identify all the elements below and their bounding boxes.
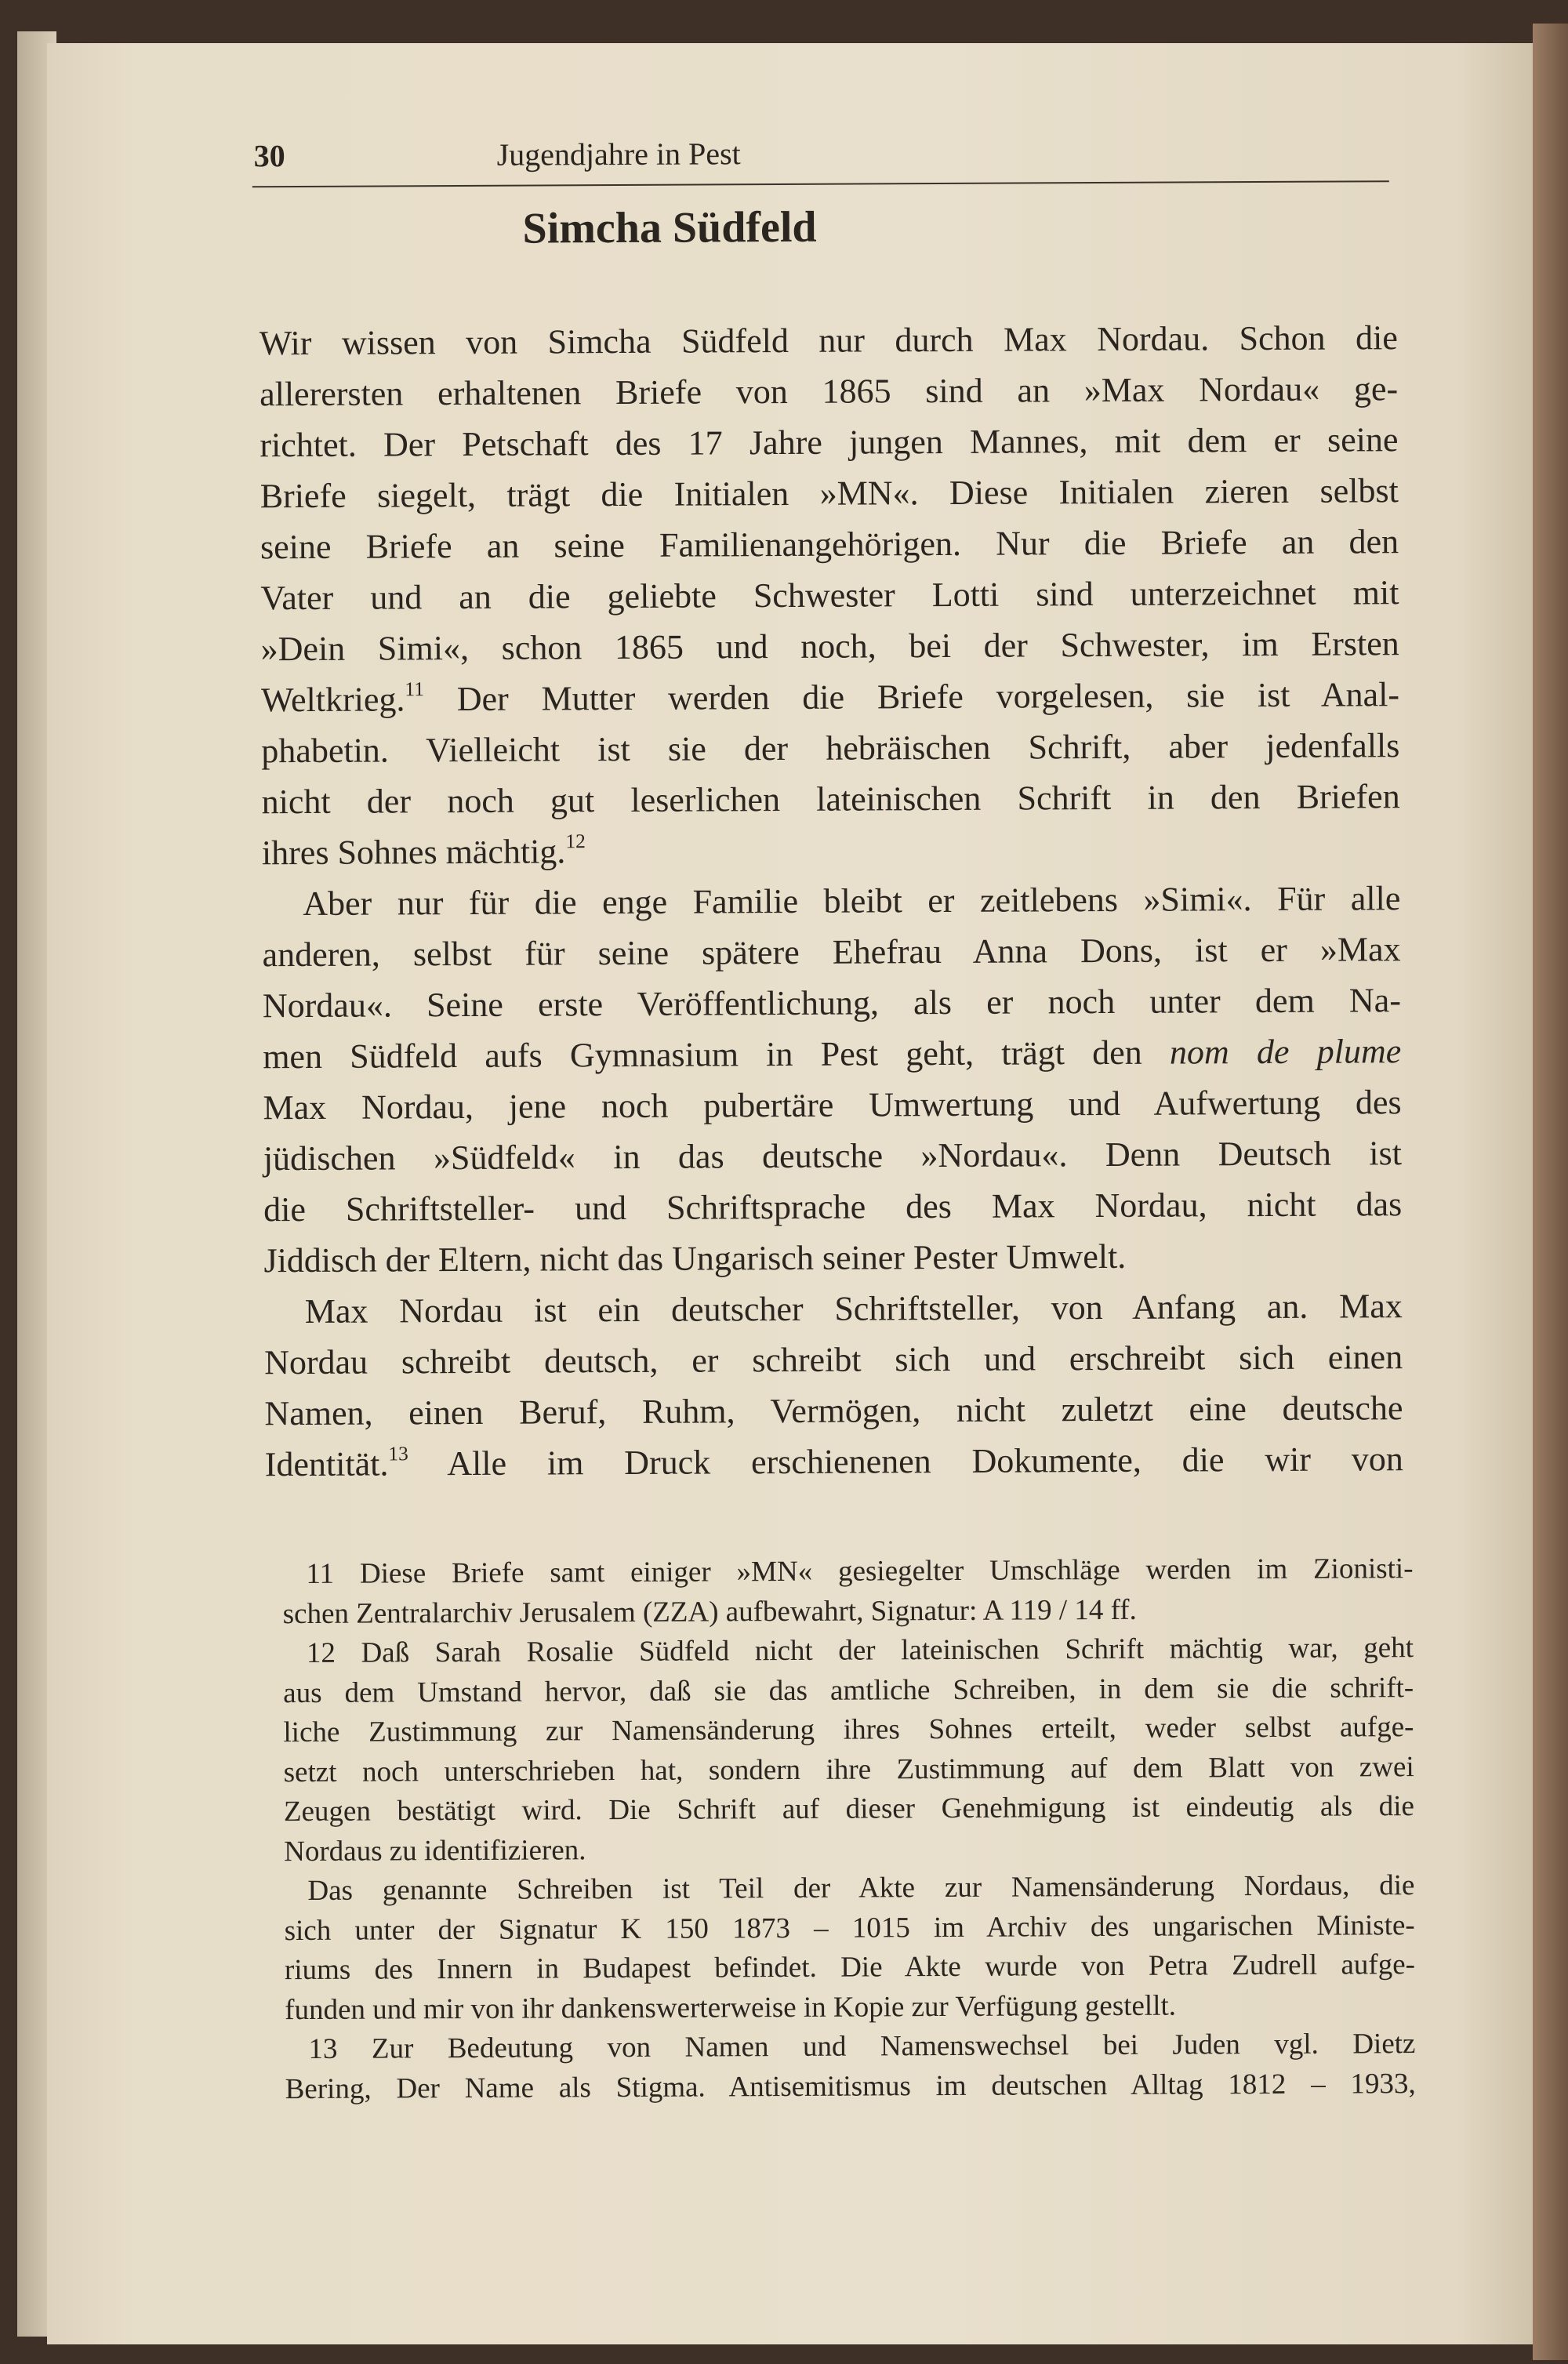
- text-run: sich unter der Signatur K 150 1873 – 1015 im Archiv des ungarischen Ministe-: [284, 1908, 1415, 1947]
- text-run: riums des Innern in Budapest befindet. Die Akte wurde von Petra Zudrell aufge-: [284, 1948, 1416, 1987]
- text-run: Max Nordau, jene noch pubertäre Umwertung und Aufwertung des: [263, 1083, 1402, 1128]
- body-line: [263, 1128, 1402, 1184]
- text-run: Alle im Druck erschienenen Dokumente, die wir von: [408, 1440, 1403, 1483]
- text-run: Bering, Der Name als Stigma. Antisemitismus im deutschen Alltag 1812 – 1933,: [285, 2067, 1416, 2105]
- footnote-line: [283, 1708, 1414, 1753]
- text-run: Zeugen bestätigt wird. Die Schrift auf dieser Genehmigung ist eindeutig als die: [283, 1790, 1415, 1828]
- body-line: [262, 873, 1400, 929]
- body-line: [263, 1229, 1402, 1286]
- footnotes: [282, 1549, 1415, 2109]
- body-line: [260, 414, 1398, 470]
- footnote-line: [284, 1866, 1414, 1912]
- footnote-line: [282, 1549, 1413, 1595]
- text-run: men Südfeld aufs Gymnasium in Pest geht, trägt den: [263, 1033, 1171, 1077]
- text-run: setzt noch unterschrieben hat, sondern ihre Zustimmung auf dem Blatt von zwei: [283, 1750, 1414, 1788]
- footnote-reference: 13: [388, 1442, 408, 1465]
- body-line: [260, 516, 1399, 572]
- text-run: Nordau schreibt deutsch, er schreibt sich und erschreibt sich einen: [264, 1338, 1403, 1382]
- body-text: [260, 312, 1403, 1490]
- text-run: Das genannte Schreiben ist Teil der Akte zur Namensänderung Nordaus, die: [307, 1869, 1415, 1907]
- text-run: funden und mir von ihr dankenswerterweise in Kopie zur Verfügung gestellt.: [285, 1989, 1177, 2026]
- text-run: 11 Diese Briefe samt einiger »MN« gesiegelter Umschläge werden im Zionisti-: [306, 1552, 1414, 1590]
- footnote-line: [284, 1827, 1414, 1872]
- body-line: [263, 1178, 1402, 1235]
- body-line: [264, 1331, 1403, 1388]
- text-run: phabetin. Vielleicht ist sie der hebräischen Schrift, aber jedenfalls: [261, 726, 1400, 771]
- text-run: liche Zustimmung zur Namensänderung ihres Sohnes erteilt, weder selbst aufge-: [283, 1711, 1414, 1749]
- text-run: jüdischen »Südfeld« in das deutsche »Nordau«. Denn Deutsch ist: [263, 1134, 1402, 1178]
- body-line: [263, 975, 1401, 1031]
- footnote-reference: 12: [565, 830, 586, 853]
- body-line: [260, 567, 1399, 623]
- body-line: [264, 1382, 1403, 1439]
- text-run: Weltkrieg.: [260, 680, 405, 720]
- text-run: anderen, selbst für seine spätere Ehefrau Anna Dons, ist er »Max: [262, 930, 1401, 975]
- footnote-line: [283, 1669, 1414, 1714]
- footnote-line: [283, 1589, 1414, 1635]
- text-run: Aber nur für die enge Familie bleibt er zeitlebens »Simi«. Für alle: [303, 879, 1401, 923]
- text-run: nicht der noch gut leserlichen lateinischen Schrift in den Briefen: [261, 777, 1400, 822]
- text-run: Namen, einen Beruf, Ruhm, Vermögen, nicht zuletzt eine deutsche: [264, 1389, 1403, 1433]
- body-line: [262, 771, 1400, 827]
- body-line: [263, 1077, 1401, 1133]
- running-title: Jugendjahre in Pest: [496, 136, 741, 172]
- body-line: [265, 1433, 1403, 1490]
- text-run: schen Zentralarchiv Jerusalem (ZZA) aufbewahrt, Signatur: A 119 / 14 ff.: [282, 1593, 1137, 1630]
- text-run: »Dein Simi«, schon 1865 und noch, bei der Schwester, im Ersten: [260, 624, 1399, 669]
- text-run: Der Mutter werden die Briefe vorgelesen, sie ist Anal-: [423, 675, 1400, 719]
- text-run: Nordaus zu identifizieren.: [284, 1833, 586, 1868]
- body-line: [261, 618, 1399, 674]
- body-line: [262, 822, 1400, 878]
- text-run: richtet. Der Petschaft des 17 Jahre jungen Mannes, mit dem er seine: [260, 420, 1399, 465]
- footnote-line: [285, 1906, 1415, 1952]
- body-line: [261, 669, 1399, 725]
- body-line: [260, 363, 1398, 419]
- text-run: Wir wissen von Simcha Südfeld nur durch Max Nordau. Schon die: [259, 318, 1398, 363]
- italic-phrase: nom de plume: [1169, 1032, 1402, 1072]
- text-run: 13 Zur Bedeutung von Namen und Namenswechsel bei Juden vgl. Dietz: [308, 2028, 1416, 2065]
- text-run: ihres Sohnes mächtig.: [261, 832, 566, 873]
- text-run: Max Nordau ist ein deutscher Schriftsteller, von Anfang an. Max: [304, 1287, 1403, 1331]
- text-run: die Schriftsteller- und Schriftsprache des Max Nordau, nicht das: [263, 1185, 1403, 1229]
- body-line: [262, 924, 1400, 980]
- footnote-line: [284, 1787, 1414, 1832]
- text-run: seine Briefe an seine Familienangehörigen. Nur die Briefe an den: [260, 522, 1399, 567]
- footnote-line: [284, 1748, 1414, 1793]
- body-line: [260, 312, 1398, 369]
- body-line: [260, 465, 1399, 521]
- footnote-line: [285, 2024, 1415, 2070]
- text-run: Nordau«. Seine erste Veröffentlichung, als er noch unter dem Na-: [262, 981, 1402, 1026]
- footnote-line: [285, 1985, 1415, 2031]
- footnote-reference: 11: [405, 677, 424, 701]
- footnote-line: [283, 1629, 1414, 1674]
- section-title: Simcha Südfeld: [522, 202, 817, 253]
- text-run: Jiddisch der Eltern, nicht das Ungarisch seiner Pester Umwelt.: [263, 1236, 1127, 1280]
- body-line: [264, 1280, 1403, 1337]
- body-line: [263, 1026, 1401, 1082]
- text-run: Identität.: [264, 1444, 389, 1484]
- text-run: 12 Daß Sarah Rosalie Südfeld nicht der lateinischen Schrift mächtig war, geht: [306, 1632, 1414, 1669]
- text-run: Vater und an die geliebte Schwester Lotti sind unterzeichnet mit: [260, 573, 1399, 618]
- body-line: [261, 720, 1399, 776]
- footnote-line: [285, 1945, 1415, 1991]
- text-run: allerersten erhaltenen Briefe von 1865 sind an »Max Nordau« ge-: [259, 369, 1399, 414]
- page-number: 30: [253, 138, 285, 174]
- footnote-line: [285, 2064, 1416, 2110]
- running-header: [252, 132, 1389, 187]
- text-run: aus dem Umstand hervor, daß sie das amtliche Schreiben, in dem sie die schrift-: [283, 1671, 1414, 1709]
- text-run: Briefe siegelt, trägt die Initialen »MN«. Diese Initialen zieren selbst: [260, 471, 1399, 516]
